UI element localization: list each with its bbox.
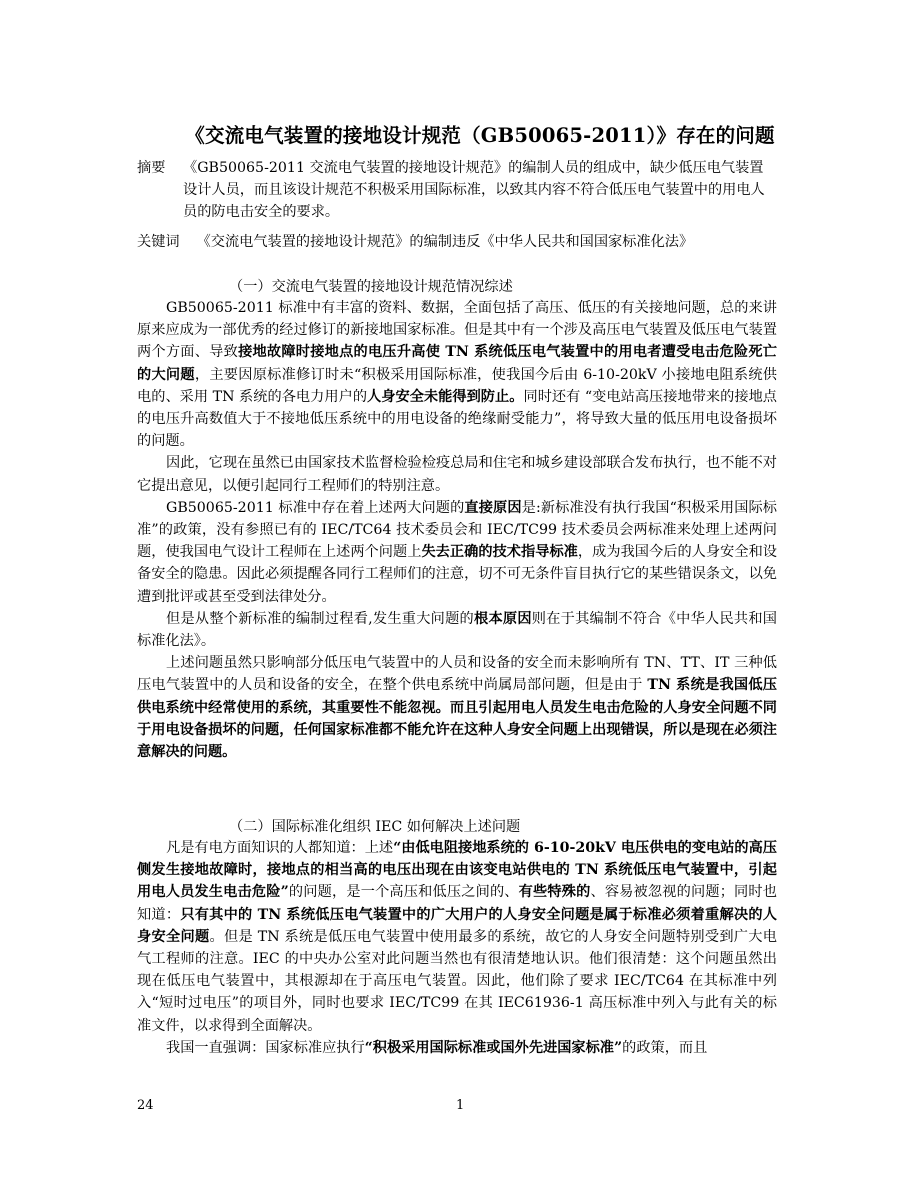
abstract-body: 《GB50065-2011 交流电气装置的接地设计规范》的编制人员的组成中，缺少低压电气装置设计人员，而且该设计规范不积极采用国际标准，以致其内容不符合低压电气装置中的用电人员的防电击安全的要求。 — [183, 160, 765, 221]
section-heading-1: （一）交流电气装置的接地设计规范情况综述 — [229, 279, 513, 295]
abstract — [137, 157, 777, 224]
text-run: 。但是 TN 系统是低压电气装置中使用最多的系统，故它的人身安全问题特别受到广大电气工程师的注意。IEC 的中央办公室对此问题当然也有很清楚地认识。他们很清楚：这个问题虽然出现在低压电气装置中，其根源却在于高压电气装置。因此，他们除了要求 IEC/TC64 在其标准中列入“短时过电压”的项目外，同时也要求 IEC/TC99 在其 IEC61936-1 高压标准中列入与此有关的标准文件，以求得到全面解决。 — [137, 928, 777, 1034]
section-2-body — [137, 837, 777, 1059]
bold-run: 失去正确的技术指导标准 — [421, 544, 578, 561]
bold-run: TN 系统是我国低压供电系统中经常使用的系统，其重要性不能忽视。而且引起用电人员发生电击危险的人身安全问题不同于用电设备损坏的问题，任何国家标准都不能允许在这种人身安全问题上出现错误，所以是现在必须注意解决的问题。 — [137, 677, 777, 761]
keywords — [137, 231, 777, 253]
keywords-text: 《交流电气装置的接地设计规范》的编制违反《中华人民共和国国家标准化法》 — [196, 234, 694, 250]
paragraph — [137, 837, 777, 1037]
paragraph — [137, 497, 777, 608]
text-run: 上述问题虽然只影响部分低压电气装置中的人员和设备的安全而未影响所有 TN、TT、IT 三种低压电气装置中的人员和设备的安全，在整个供电系统中尚属局部问题，但是由于 — [137, 655, 777, 694]
bold-run: 人身安全未能得到防止。 — [367, 388, 524, 405]
text-run: 的问题，是一个高压和低压之间的、 — [288, 884, 519, 901]
text-run: 凡是有电方面知识的人都知道：上述 — [166, 840, 394, 856]
bold-run: 接地故障时接地点的电压升高使 TN 系统低压电气装置中的用电者遭受电击危险死亡的大问题 — [137, 344, 777, 383]
paragraph — [137, 652, 777, 763]
footer-page-number: 1 — [456, 1098, 465, 1113]
bold-run: 只有其中的 TN 系统低压电气装置中的广大用户的人身安全问题是属于标准必须着重解决的人身安全问题 — [137, 906, 777, 945]
paragraph: 因此，它现在虽然已由国家技术监督检验检疫总局和住宅和城乡建设部联合发布执行，也不能不对它提出意见，以便引起同行工程师们的特别注意。 — [137, 455, 777, 494]
text-run: ，主要因原标准修订时未“积极采用国际标准，使我国今后由 6-10-20kV 小接地电阻系统供电的、采用 TN 系统的各电力用户的 — [137, 366, 777, 405]
text-run: 但是从整个新标准的编制过程看,发生重大问题的 — [166, 610, 474, 627]
bold-run: 有些特殊的 — [518, 884, 591, 901]
bold-run: “由低电阻接地系统的 6-10-20kV 电压供电的变电站的高压侧发生接地故障时，接地点的相当高的电压出现在由该变电站供电的 TN 系统低压电气装置中，引起用电人员发生电击危险” — [137, 840, 777, 901]
bold-run: “积极采用国际标准或国外先进国家标准” — [364, 1039, 623, 1056]
text-run: 我国一直强调：国家标准应执行 — [166, 1039, 365, 1056]
bold-run: 直接原因 — [464, 499, 522, 516]
text-run: 的政策，而且 — [622, 1039, 708, 1056]
text-run: 同时还有 “变电站高压接地带来的接地点的电压升高数值大于不接地低压系统中的用电设备的绝缘耐受能力”，将导致大量的低压用电设备损坏的问题。 — [137, 388, 777, 450]
footer-page-count: 24 — [137, 1098, 154, 1113]
section-heading-2: （二）国际标准化组织 IEC 如何解决上述问题 — [229, 819, 521, 835]
keywords-label: 关键词 — [137, 234, 180, 250]
section-1-body — [137, 297, 777, 763]
text-run: 、容易被忽视的问题；同时也知道： — [137, 884, 777, 923]
abstract-text — [183, 157, 777, 224]
text-run: 是:新标准没有执行我国“积极采用国际标准”的政策，没有参照已有的 IEC/TC64 技术委员会和 IEC/TC99 技术委员会两标准来处理上述两问题，使我国电气设计工程师在上述两个问题上 — [137, 499, 777, 561]
text-run: ，成为我国今后的人身安全和设备安全的隐患。因此必须提醒各同行工程师们的注意，切不可无条件盲目执行它的某些错误条文，以免遭到批评或甚至受到法律处分。 — [137, 544, 777, 605]
bold-run: 根本原因 — [474, 610, 532, 627]
paragraph — [137, 608, 777, 652]
text-run: GB50065-2011 标准中存在着上述两大问题的 — [166, 499, 465, 516]
text-run: 则在于其编制不符合《中华人民共和国标准化法》。 — [137, 610, 777, 650]
paragraph — [137, 297, 777, 452]
abstract-label: 摘要 — [137, 160, 166, 176]
text-run: GB50065-2011 标准中有丰富的资料、数据，全面包括了高压、低压的有关接地问题，总的来讲原来应成为一部优秀的经过修订的新接地国家标准。但是其中有一个涉及高压电气装置及低压电气装置两个方面、导致 — [137, 300, 777, 361]
page-title: 《交流电气装置的接地设计规范（GB50065-2011）》存在的问题 — [185, 124, 775, 147]
paragraph — [137, 1037, 777, 1059]
